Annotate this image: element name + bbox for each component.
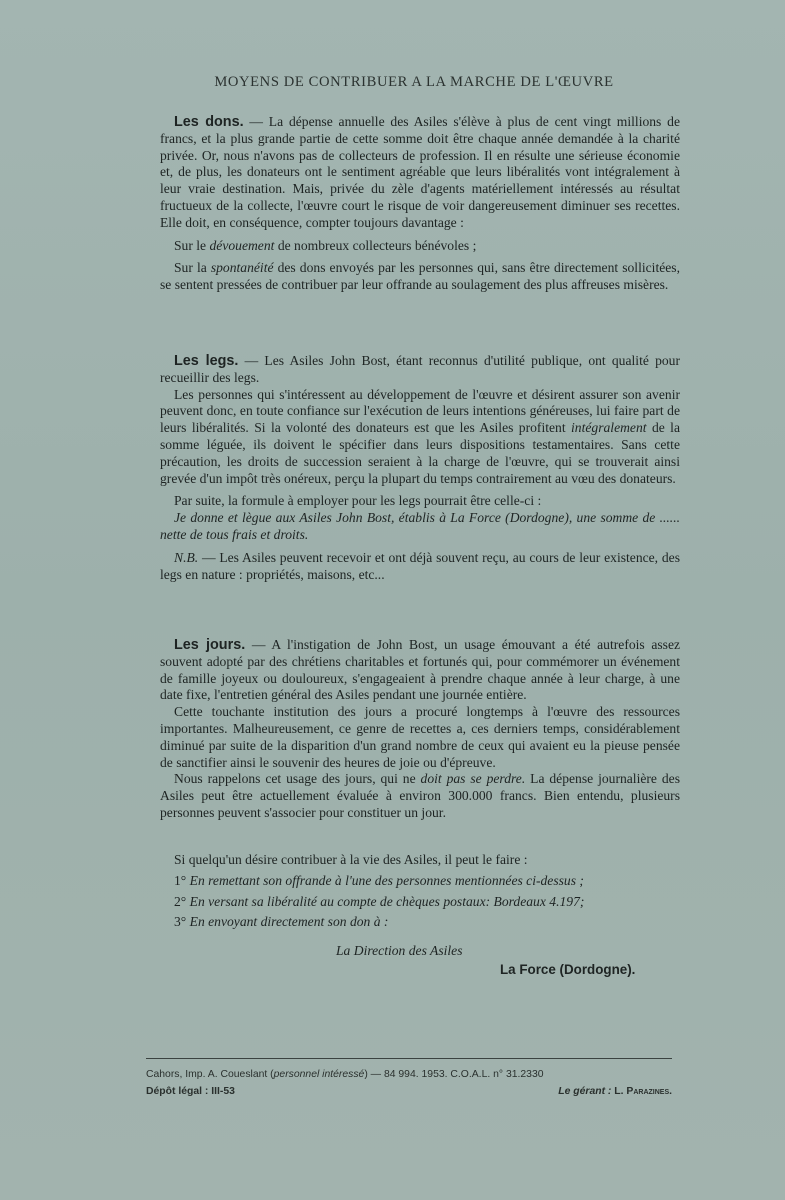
contribute-item-1-text: En remettant son offrande à l'une des personnes mentionnées ci-dessus ; bbox=[189, 872, 584, 888]
dons-text-3c: des dons envoyés par les personnes qui, sans être directement sollicitées, se sentent pressées de contribuer par leur offrande au soulagement des plus affreuses misères. bbox=[160, 260, 680, 293]
section-jours bbox=[160, 637, 680, 822]
contribute-item-1-num: 1° bbox=[174, 872, 187, 888]
contribute-intro: Si quelqu'un désire contribuer à la vie des Asiles, il peut le faire : bbox=[174, 852, 528, 867]
signature-location: La Force (Dordogne). bbox=[500, 962, 636, 977]
legs-nb bbox=[160, 550, 680, 584]
footer-gerant bbox=[558, 1086, 672, 1097]
legs-paragraph-3: Par suite, la formule à employer pour les legs pourrait être celle-ci : bbox=[174, 493, 542, 509]
contribute-item-2 bbox=[160, 894, 680, 911]
legs-text-2c: de la somme léguée, ils doivent le spécifier dans leurs dispositions testamentaires. Sans cette précaution, les droits de succession seraient à la charge de l'œuvre, qui se trouverait ainsi grevée d'un impôt très onéreux, perçu la plupart du temps contrairement au vœu des donateurs. bbox=[160, 420, 680, 486]
jours-text-3b: doit pas se perdre. bbox=[420, 771, 526, 787]
contribute-item-2-text: En versant sa libéralité au compte de chèques postaux: Bordeaux 4.197; bbox=[189, 893, 585, 909]
section-contribute bbox=[160, 852, 680, 931]
contribute-item-3-text: En envoyant directement son don à : bbox=[189, 914, 389, 930]
jours-paragraph-2: Cette touchante institution des jours a procuré longtemps à l'œuvre des ressources importantes. Malheureusement, ce genre de recettes a, ces derniers temps, considérablement diminué par suite de la disparition d'un grand nombre de ceux qui avaient eu la pieuse pensée de sanctifier ainsi le souvenir des heures de joie ou d'épreuve. bbox=[160, 704, 680, 770]
footer-depot: Dépôt légal : III-53 bbox=[146, 1086, 235, 1097]
legs-nb-label: N.B. bbox=[174, 549, 199, 565]
dons-text-3a: Sur la bbox=[174, 260, 211, 276]
legs-text-2a: Les personnes qui s'intéressent au développement de l'œuvre et désirent assurer son avenir peuvent donc, en toute confiance sur l'exécution de leurs intentions généreuses, lui faire part de leurs libéralités. Si la volonté des donateurs est que les Asiles profitent bbox=[160, 386, 680, 436]
footer-gerant-label: Le gérant : bbox=[558, 1086, 612, 1097]
footer-divider bbox=[146, 1058, 672, 1059]
footer-printer-a: Cahors, Imp. A. Coueslant ( bbox=[146, 1069, 274, 1080]
section-dons bbox=[160, 114, 680, 294]
dons-paragraph-1 bbox=[160, 114, 680, 232]
contribute-item-3-num: 3° bbox=[174, 914, 187, 930]
footer-printer-c: ) — 84 994. 1953. C.O.A.L. n° 31.2330 bbox=[364, 1069, 544, 1080]
dons-text-1: — La dépense annuelle des Asiles s'élève à plus de cent vingt millions de francs, et la plus grande partie de cette somme doit être chaque année demandée à la charité privée. Or, nous n'avons pas de collecteurs de profession. Il en résulte une sérieuse économie et, de plus, les donateurs ont le sentiment agréable que leurs libéralités vont intégralement à leur vraie destination. Mais, privée du zèle d'agents matériellement intéressés au résultat fructueux de la collecte, l'œuvre court le risque de voir dangereusement diminuer ses recettes. Elle doit, en conséquence, compter toujours davantage : bbox=[160, 114, 680, 230]
footer-gerant-name: L. Parazines. bbox=[614, 1086, 672, 1097]
jours-text-1: — A l'instigation de John Bost, un usage émouvant a été autrefois assez souvent adopté par des chrétiens charitables et fortunés qui, pour commémorer un événement de famille joyeux ou douloureux, s'engageaient à prendre chaque année à leur charge, à une date fixe, l'entretien général des Asiles pendant une journée entière. bbox=[160, 637, 681, 703]
dons-text-2b: dévouement bbox=[209, 237, 275, 253]
dons-text-2c: de nombreux collecteurs bénévoles ; bbox=[274, 237, 477, 253]
footer-printer bbox=[146, 1069, 672, 1080]
legs-text-1: — Les Asiles John Bost, étant reconnus d'utilité publique, ont qualité pour recueillir des legs. bbox=[160, 353, 681, 385]
contribute-item-2-num: 2° bbox=[174, 893, 187, 909]
jours-lead: Les jours. bbox=[174, 637, 246, 653]
dons-paragraph-2 bbox=[160, 238, 680, 255]
signature-direction: La Direction des Asiles bbox=[336, 943, 463, 958]
legs-lead: Les legs. bbox=[174, 353, 239, 369]
legs-formula: Je donne et lègue aux Asiles John Bost, établis à La Force (Dordogne), une somme de ...... nette de tous frais et droits. bbox=[160, 510, 680, 542]
legs-nb-text: — Les Asiles peuvent recevoir et ont déjà souvent reçu, au cours de leur existence, des legs en nature : propriétés, maisons, etc... bbox=[160, 549, 680, 582]
contribute-item-3 bbox=[160, 914, 680, 931]
dons-text-2a: Sur le bbox=[174, 237, 210, 253]
dons-paragraph-3 bbox=[160, 260, 680, 294]
legs-text-2b: intégralement bbox=[571, 420, 647, 436]
legs-paragraph-1 bbox=[160, 353, 680, 387]
jours-paragraph-1 bbox=[160, 637, 680, 704]
footer-legal bbox=[146, 1086, 672, 1097]
contribute-item-1 bbox=[160, 873, 680, 890]
page-title: MOYENS DE CONTRIBUER A LA MARCHE DE L'ŒUVRE bbox=[214, 74, 614, 90]
dons-lead: Les dons. bbox=[174, 114, 244, 130]
legs-paragraph-2 bbox=[160, 387, 680, 488]
footer-printer-b: personnel intéressé bbox=[273, 1069, 365, 1080]
section-legs bbox=[160, 353, 680, 583]
jours-text-3a: Nous rappelons cet usage des jours, qui ne bbox=[174, 771, 421, 787]
jours-text-3c: La dépense journalière des Asiles peut être actuellement évaluée à environ 300.000 francs. Bien entendu, plusieurs personnes peuvent s'associer pour constituer un jour. bbox=[160, 771, 680, 820]
dons-text-3b: spontanéité bbox=[210, 260, 274, 276]
jours-paragraph-3 bbox=[160, 771, 680, 821]
